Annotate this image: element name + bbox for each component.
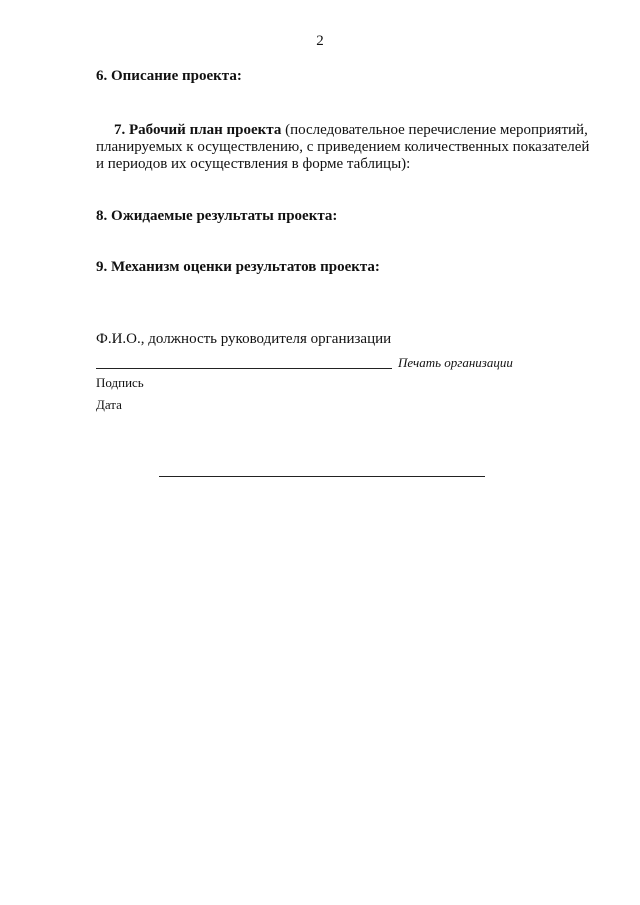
signature-label: Подпись: [96, 375, 144, 390]
date-label: Дата: [96, 397, 122, 412]
signature-line: [96, 368, 392, 369]
page-number: 2: [316, 33, 324, 49]
section-7-heading: 7. Рабочий план проекта: [114, 122, 282, 138]
section-7-paragraph: [96, 122, 590, 173]
fio-label: Ф.И.О., должность руководителя организации: [96, 331, 392, 347]
seal-label: Печать организации: [398, 355, 513, 370]
section-7-line-1-text: (последовательное перечисление мероприятий,: [281, 122, 588, 138]
section-7-line-3: и периодов их осуществления в форме таблицы):: [96, 156, 411, 172]
section-7-line-1: [96, 122, 590, 139]
section-9-heading: 9. Механизм оценки результатов проекта:: [96, 259, 380, 275]
section-6-heading: 6. Описание проекта:: [96, 68, 242, 84]
section-8-heading: 8. Ожидаемые результаты проекта:: [96, 208, 338, 224]
section-7-line-2: планируемых к осуществлению, с приведением количественных показателей: [96, 139, 590, 155]
end-of-document-rule: [159, 476, 485, 477]
